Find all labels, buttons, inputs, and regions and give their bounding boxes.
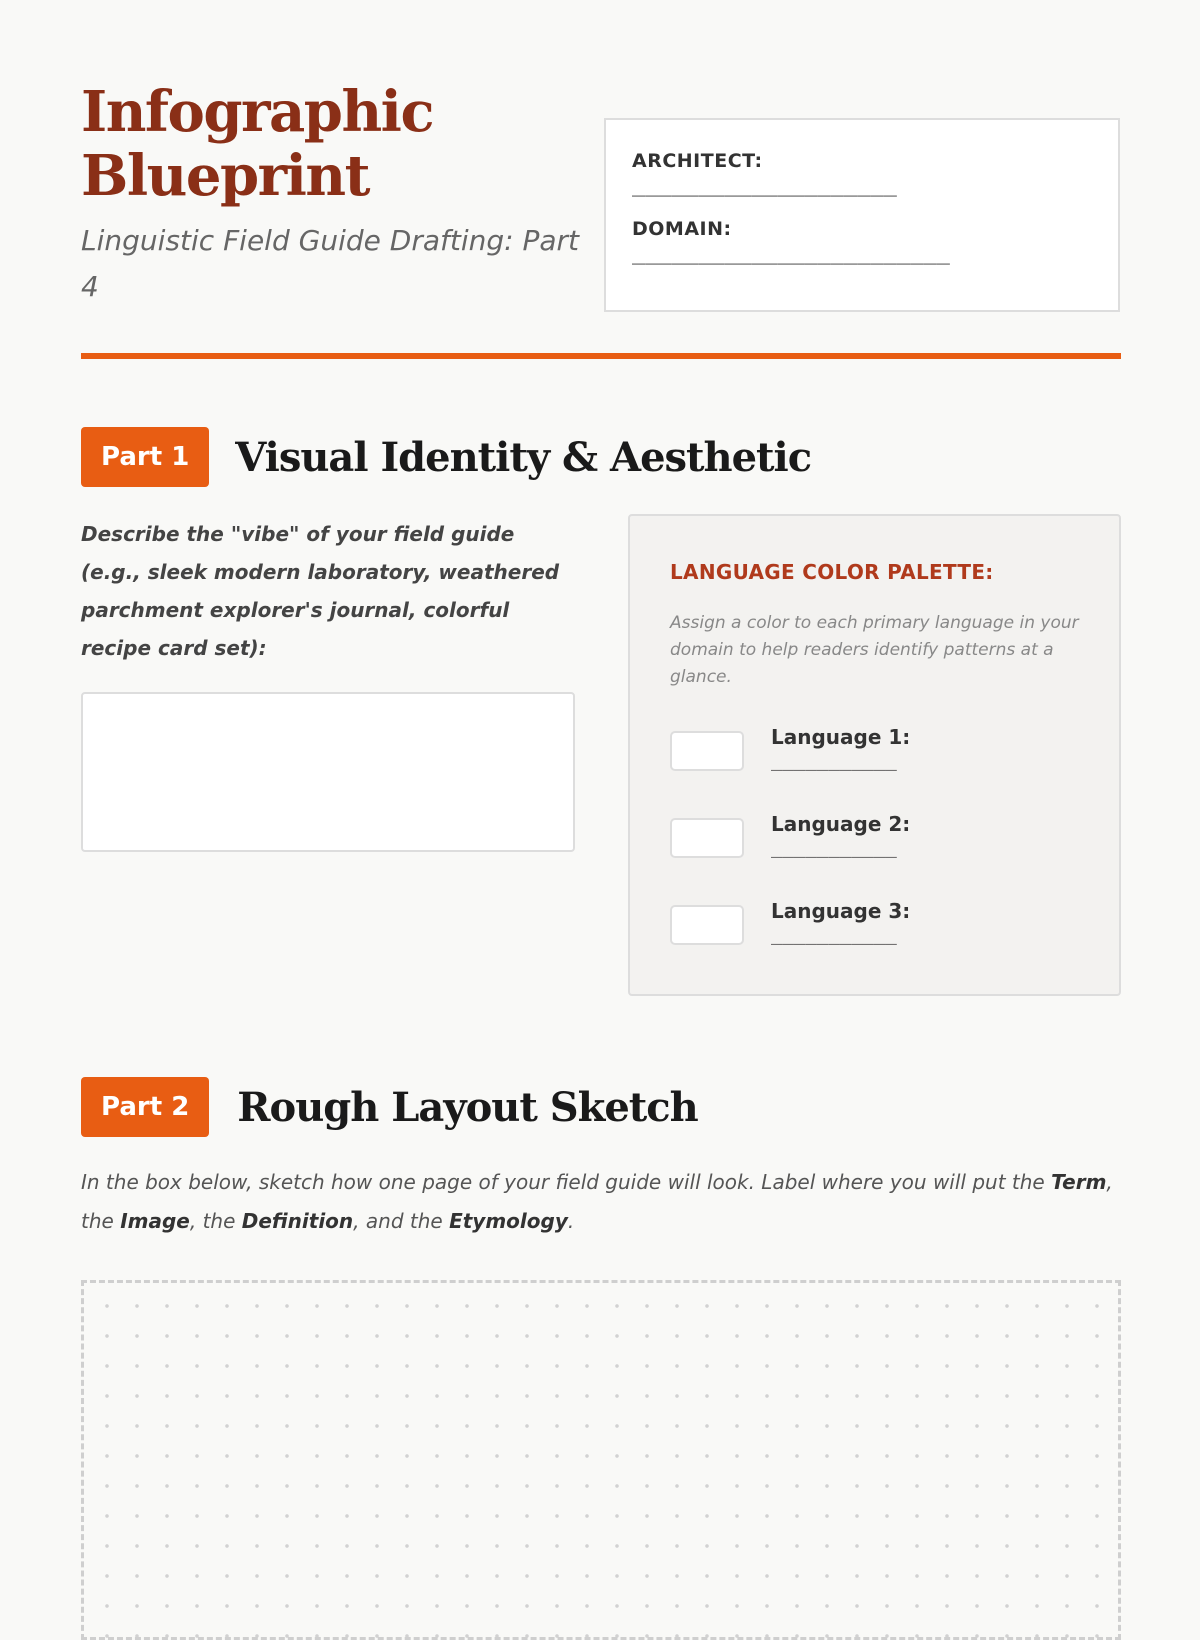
architect-label: ARCHITECT: [632,150,763,172]
vibe-answer-box[interactable] [81,692,575,852]
part1-badge: Part 1 [81,427,209,487]
worksheet-page [81,0,1121,1600]
header-divider [81,353,1121,359]
language-label-1: Language 1: [771,725,911,749]
sketch-area[interactable] [81,1280,1121,1640]
vibe-prompt: Describe the "vibe" of your field guide (e.g., sleek modern laboratory, weathered parchment explorer's journal, colorful recipe card set): [81,522,560,660]
language-field-1[interactable]: ___________ [771,749,897,771]
part2-heading [81,1077,698,1137]
sketch-text-5: . [567,1209,575,1233]
domain-field[interactable]: ________________________ [632,242,950,265]
language-row-2 [670,812,1090,888]
color-swatch-3[interactable] [670,905,744,945]
student-info-box [604,118,1120,312]
definition-keyword: Definition [241,1209,354,1233]
language-color-palette [628,514,1121,996]
color-swatch-1[interactable] [670,731,744,771]
palette-heading: LANGUAGE COLOR PALETTE: [670,560,994,584]
sketch-instructions [81,1163,1121,1241]
title-block [81,80,581,310]
sketch-text-4: , and the [353,1209,450,1233]
header [81,80,1121,320]
part1-title: Visual Identity & Aesthetic [235,433,812,481]
language-row-1 [670,725,1090,801]
language-text-3 [771,898,911,945]
architect-field[interactable]: ____________________ [632,174,897,197]
color-swatch-2[interactable] [670,818,744,858]
language-text-1 [771,724,911,771]
language-label-2: Language 2: [771,812,911,836]
part2-badge: Part 2 [81,1077,209,1137]
palette-instructions: Assign a color to each primary language in your domain to help readers identify patterns at a glance. [670,613,1079,687]
page-title: Infographic Blueprint [81,79,434,209]
term-keyword: Term [1051,1170,1107,1194]
image-keyword: Image [120,1209,190,1233]
domain-label: DOMAIN: [632,218,732,240]
part1-heading [81,427,811,487]
language-row-3 [670,899,1090,975]
page-subtitle: Linguistic Field Guide Drafting: Part 4 [81,224,579,303]
language-field-3[interactable]: ___________ [771,923,897,945]
language-label-3: Language 3: [771,899,911,923]
sketch-text-3: , the [189,1209,242,1233]
etymology-keyword: Etymology [449,1209,568,1233]
sketch-text-1: In the box below, sketch how one page of your field guide will look. Label where you will put the [81,1170,1052,1194]
part2-title: Rough Layout Sketch [237,1083,698,1131]
language-text-2 [771,811,911,858]
language-field-2[interactable]: ___________ [771,836,897,858]
sketch-text-2: , the [81,1170,1113,1233]
